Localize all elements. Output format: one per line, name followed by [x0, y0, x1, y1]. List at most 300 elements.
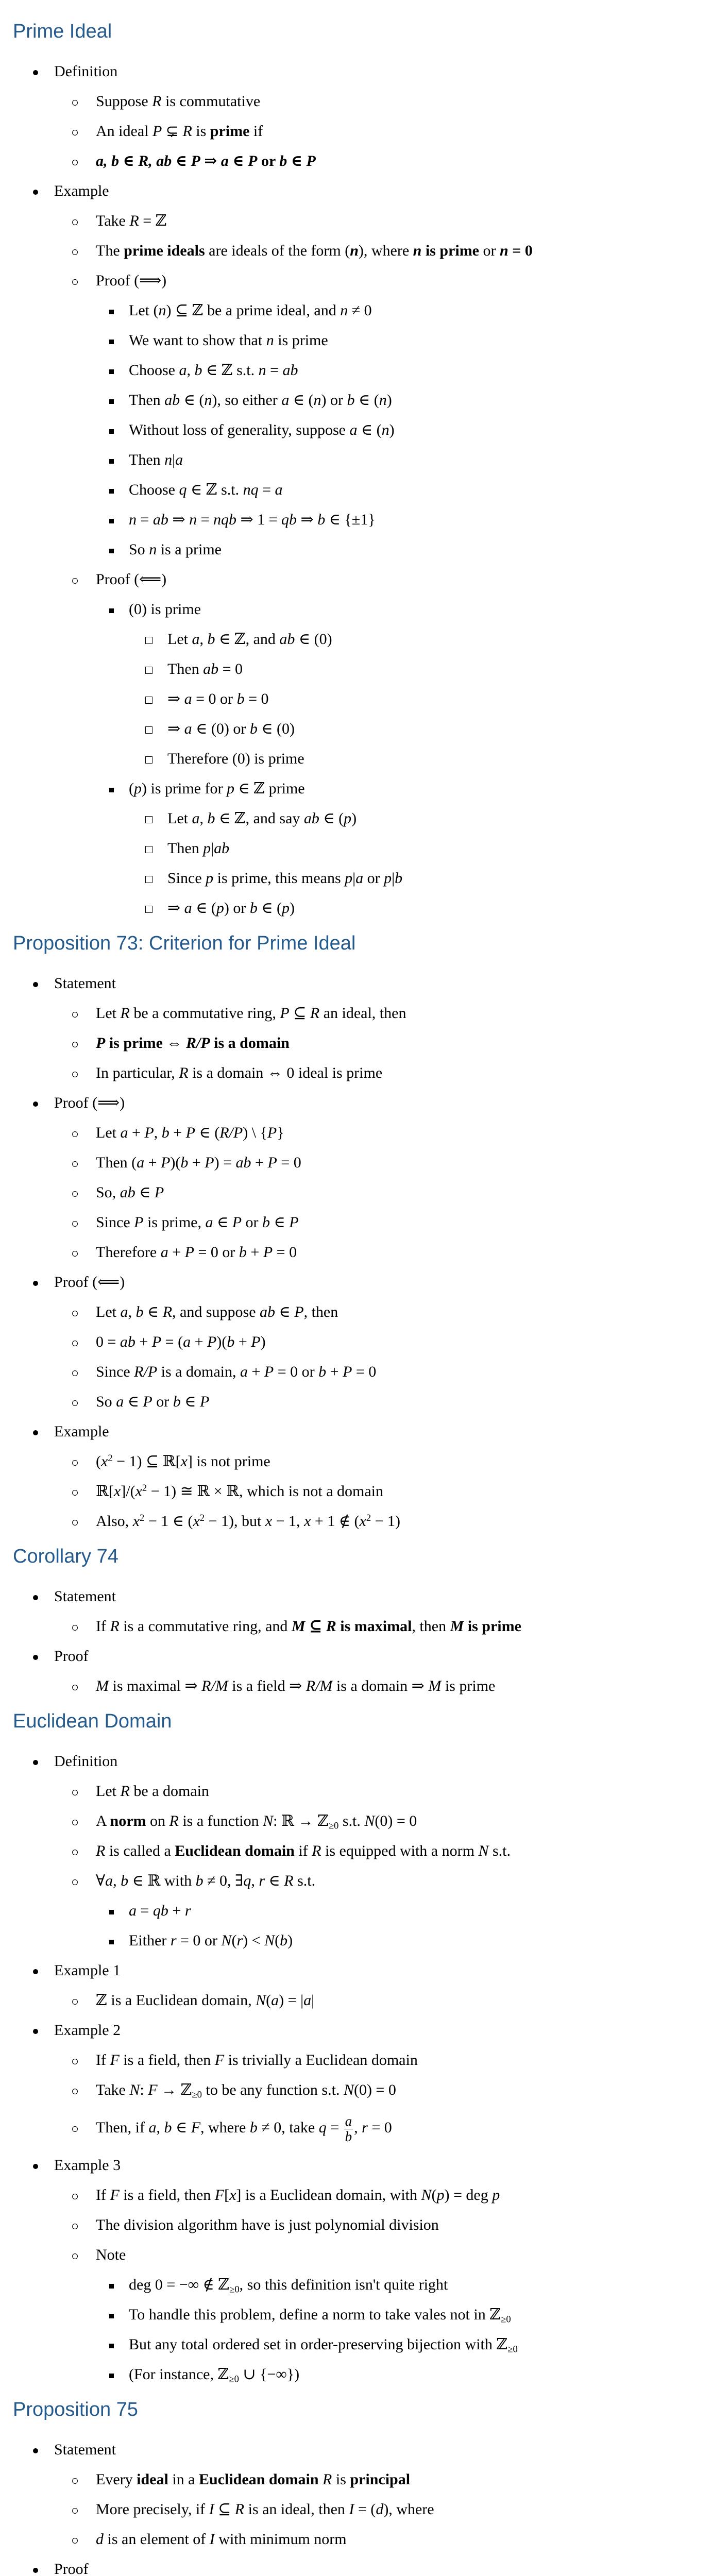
list-item-text: [167, 804, 357, 834]
text-run: x: [135, 1483, 142, 1500]
text-run: R/M: [306, 1677, 333, 1694]
list-item-level-3: [0, 2270, 712, 2300]
text-run: R: [162, 1303, 173, 1320]
text-run: M: [450, 1618, 464, 1635]
text-run: ∈ (: [357, 421, 382, 438]
text-run: − 1) ⊆ ℝ[: [112, 1453, 181, 1470]
disc-bullet-icon: [33, 1088, 38, 1118]
text-run: , then: [412, 1618, 450, 1635]
text-run: ∈: [213, 1214, 232, 1231]
text-run: , so this definition isn't quite right: [239, 2276, 448, 2293]
text-run: x: [180, 1453, 188, 1470]
text-run: ab: [279, 631, 295, 648]
text-run: Choose: [129, 362, 179, 379]
text-run: is prime: [274, 332, 328, 349]
text-run: :: [140, 2081, 148, 2098]
text-run: [319, 2471, 323, 2488]
text-run: ab: [120, 1333, 135, 1350]
text-run: in a: [168, 2471, 199, 2488]
text-run: ⊆: [214, 2501, 235, 2518]
text-run: 0 =: [96, 1333, 120, 1350]
text-run: Euclidean domain: [175, 1842, 295, 1859]
text-run: n: [129, 511, 137, 528]
text-run: is prime,: [143, 1214, 206, 1231]
text-run: R, ab: [138, 152, 172, 170]
list-item-level-4: [0, 684, 712, 714]
list-item-text: [54, 1267, 125, 1297]
text-run: R: [234, 2501, 245, 2518]
text-run: ab: [235, 1154, 251, 1171]
text-run: R/P: [219, 1124, 243, 1141]
text-run: ∈ (0): [295, 631, 332, 648]
text-run: n: [500, 242, 508, 259]
text-run: is prime: [464, 1618, 521, 1635]
text-run: n: [149, 541, 157, 558]
text-run: If: [96, 1618, 110, 1635]
text-run: P: [207, 1333, 217, 1350]
circle-bullet-icon: [72, 2180, 78, 2210]
text-run: ⇒: [167, 900, 184, 917]
text-run: Note: [96, 2246, 126, 2263]
text-run: ℤ is a Euclidean domain,: [96, 1992, 256, 2009]
text-run: are ideals of the form (: [205, 242, 350, 259]
text-run: Example 2: [54, 2022, 121, 2039]
list-item-text: [96, 2210, 439, 2240]
list-item-text: [54, 1417, 109, 1447]
text-run: ,: [156, 2119, 164, 2136]
square-bullet-icon: [109, 445, 114, 475]
circle-bullet-icon: [72, 1208, 78, 1238]
text-run: ∈ ℤ, and say: [215, 810, 304, 827]
list-item-text: [129, 2270, 448, 2300]
text-run: is a domain: [210, 1035, 290, 1052]
list-item-text: [54, 1582, 116, 1612]
text-run: Proof (⟹): [96, 272, 167, 289]
square-bullet-icon: [109, 1896, 114, 1926]
text-run: |: [392, 870, 395, 887]
list-item-text: [96, 1058, 382, 1088]
text-run: (: [431, 2187, 437, 2204]
text-run: P: [263, 1244, 273, 1261]
text-run: In particular,: [96, 1064, 179, 1081]
text-run: ab: [282, 362, 298, 379]
list-item-text: [129, 355, 298, 385]
text-run: p: [492, 2187, 500, 2204]
text-run: P: [267, 1124, 277, 1141]
text-run: ) <: [243, 1932, 265, 1949]
text-run: Proof: [54, 1648, 89, 1665]
disc-bullet-icon: [33, 176, 38, 206]
text-run: Every: [96, 2471, 137, 2488]
list-item-text: [96, 1986, 314, 2015]
text-run: − 1): [371, 1513, 401, 1530]
text-run: ∈: [172, 2119, 191, 2136]
text-run: P: [154, 1184, 164, 1201]
text-run: ∈: [180, 1393, 200, 1410]
list-item-text: [129, 385, 392, 415]
disc-bullet-icon: [33, 1641, 38, 1671]
text-run: ∈ (: [192, 900, 216, 917]
circle-bullet-icon: [72, 1178, 78, 1208]
text-run: b: [239, 1244, 247, 1261]
text-run: be a domain: [129, 1783, 209, 1800]
list-item-level-2: [0, 1357, 712, 1387]
text-run: a: [116, 1393, 124, 1410]
circle-bullet-icon: [72, 266, 78, 296]
list-item-level-2: [0, 1866, 712, 1896]
text-run: = 0 or: [274, 1363, 319, 1380]
text-run: Definition: [54, 1753, 118, 1770]
text-run: r: [236, 1932, 243, 1949]
text-run: x: [265, 1513, 273, 1530]
text-run: prime ideals: [124, 242, 205, 259]
list-item-level-2: [0, 146, 712, 176]
list-item-level-3: [0, 385, 712, 415]
text-run: ab: [214, 840, 230, 857]
text-run: a: [355, 870, 364, 887]
text-run: be a commutative ring,: [129, 1005, 280, 1022]
text-run: = 0: [367, 2119, 392, 2136]
square-bullet-icon: [109, 326, 114, 355]
text-run: p: [226, 780, 234, 797]
text-run: Therefore (0) is prime: [167, 750, 304, 767]
text-run: b: [249, 900, 258, 917]
text-run: a: [148, 2119, 157, 2136]
text-run: A: [96, 1812, 110, 1829]
text-run: ∈ ℤ s.t.: [202, 362, 259, 379]
text-run: if: [249, 123, 263, 140]
list-item-text: [54, 1956, 121, 1986]
list-item-text: [96, 1327, 266, 1357]
list-item-level-1: [0, 2435, 712, 2465]
text-run: ≥0: [229, 2374, 239, 2385]
square-bullet-icon: [109, 595, 114, 624]
text-run: ]/(: [121, 1483, 135, 1500]
list-item-level-3: [0, 2300, 712, 2330]
text-run: n: [158, 302, 166, 319]
list-item-text: [96, 565, 166, 595]
text-run: q: [243, 1872, 251, 1889]
disc-bullet-icon: [33, 2435, 38, 2465]
text-run: + 1 ∉ (: [311, 1513, 360, 1530]
text-run: Let: [167, 810, 192, 827]
text-run: Then: [129, 451, 165, 468]
list-item-level-2: [0, 116, 712, 146]
section-heading: Corollary 74: [13, 1546, 118, 1567]
text-run: principal: [350, 2471, 411, 2488]
circle-bullet-icon: [72, 1148, 78, 1178]
text-run: R/P: [134, 1363, 158, 1380]
text-run: 2: [199, 1512, 205, 1523]
hollow-square-bullet-icon: [145, 834, 152, 863]
list-item-level-4: [0, 714, 712, 744]
text-run: p: [203, 840, 211, 857]
text-run: Take: [96, 212, 130, 229]
text-run: ): [351, 810, 357, 827]
text-run: b: [173, 1393, 181, 1410]
text-run: R: [310, 1005, 320, 1022]
text-run: on: [146, 1812, 169, 1829]
square-bullet-icon: [109, 385, 114, 415]
list-item-level-1: [0, 1417, 712, 1447]
list-item-text: [129, 326, 328, 355]
list-item-level-1: [0, 57, 712, 87]
disc-bullet-icon: [33, 1417, 38, 1447]
text-run: a: [275, 481, 283, 498]
text-run: Suppose: [96, 93, 152, 110]
list-item-level-3: [0, 505, 712, 535]
list-item-text: [96, 2105, 392, 2150]
text-run: Since: [96, 1363, 134, 1380]
text-run: So: [96, 1393, 116, 1410]
list-item-text: [54, 2554, 89, 2576]
text-run: N: [221, 1932, 232, 1949]
disc-bullet-icon: [33, 1267, 38, 1297]
text-run: b: [180, 1154, 189, 1171]
hollow-square-bullet-icon: [145, 863, 152, 893]
list-item-level-2: [0, 1028, 712, 1058]
text-run: a: [271, 1992, 279, 2009]
text-run: n: [258, 362, 266, 379]
text-run: d: [376, 2501, 384, 2518]
text-run: R: [120, 1783, 130, 1800]
text-run: b: [262, 1214, 270, 1231]
text-run: Let: [96, 1783, 121, 1800]
list-item-text: [167, 893, 295, 923]
hollow-square-bullet-icon: [145, 654, 152, 684]
text-run: Since: [96, 1214, 134, 1231]
circle-bullet-icon: [72, 2465, 78, 2495]
text-run: s.t.: [293, 1872, 316, 1889]
text-run: − 1), but: [205, 1513, 265, 1530]
text-run: 2: [108, 1452, 113, 1464]
list-item-text: [129, 2300, 511, 2330]
list-item-text: [54, 1747, 117, 1776]
text-run: F: [110, 2187, 120, 2204]
disc-bullet-icon: [33, 57, 38, 87]
list-item-text: [129, 2330, 518, 2360]
list-item-level-3: [0, 774, 712, 804]
text-run: = 0: [273, 1244, 297, 1261]
list-item-text: [54, 1641, 89, 1671]
text-run: (: [275, 1932, 280, 1949]
text-run: ): [386, 392, 392, 409]
text-run: or: [363, 870, 384, 887]
text-run: = 0: [277, 1154, 301, 1171]
text-run: a: [120, 1303, 128, 1320]
text-run: (0) = 0: [353, 2081, 396, 2098]
text-run: ∈: [135, 1184, 155, 1201]
list-item-text: [54, 2150, 121, 2180]
hollow-square-bullet-icon: [145, 624, 152, 654]
text-run: P: [96, 1035, 106, 1052]
text-run: I: [209, 2501, 214, 2518]
text-run: Let: [96, 1303, 121, 1320]
text-run: q: [318, 2119, 327, 2136]
list-item-text: [96, 1387, 209, 1417]
text-run: n: [313, 392, 321, 409]
text-run: a: [129, 1902, 137, 1919]
list-item-text: [167, 744, 304, 774]
text-run: deg 0 = −∞ ∉ ℤ: [129, 2276, 230, 2293]
list-item-level-1: [0, 1956, 712, 1986]
text-run: Then, if: [96, 2119, 149, 2136]
list-item-text: [167, 714, 295, 744]
text-run: ) or: [321, 392, 347, 409]
text-run: a: [120, 1124, 128, 1141]
text-run: = 0 or: [192, 690, 237, 707]
list-item-level-2: [0, 1806, 712, 1836]
list-item-level-2: [0, 1387, 712, 1417]
square-bullet-icon: [109, 774, 114, 804]
square-bullet-icon: [109, 2360, 114, 2389]
list-item-level-2: [0, 1477, 712, 1506]
text-run: a: [349, 421, 358, 438]
text-run: |: [311, 1992, 315, 2009]
text-run: , then: [303, 1303, 338, 1320]
text-run: N: [256, 1992, 266, 2009]
text-run: an ideal, then: [319, 1005, 406, 1022]
text-run: ∈ ℤ, and: [215, 631, 280, 648]
text-run: b: [279, 152, 287, 170]
text-run: prime: [210, 123, 250, 140]
list-item-level-2: [0, 1986, 712, 2015]
text-run: If: [96, 2052, 110, 2069]
text-run: ) = |: [279, 1992, 304, 2009]
text-run: b: [236, 690, 245, 707]
hollow-square-bullet-icon: [145, 714, 152, 744]
list-item-level-2: [0, 1297, 712, 1327]
list-item-text: [129, 445, 183, 475]
list-item-level-4: [0, 624, 712, 654]
text-run: = (: [354, 2501, 376, 2518]
text-run: R/M: [201, 1677, 228, 1694]
list-item-level-2: [0, 1671, 712, 1701]
list-item-text: [96, 1806, 417, 1836]
fraction: [344, 2114, 353, 2144]
text-run: ⇒: [168, 511, 190, 528]
text-run: More precisely, if: [96, 2501, 209, 2518]
text-run: is prime: [421, 242, 479, 259]
disc-bullet-icon: [33, 2015, 38, 2045]
text-run: a: [345, 2113, 352, 2129]
text-run: ) \ {: [243, 1124, 267, 1141]
list-item-text: [167, 624, 332, 654]
text-run: +: [246, 1244, 263, 1261]
text-run: with minimum norm: [214, 2531, 347, 2548]
list-item-level-1: [0, 2554, 712, 2576]
circle-bullet-icon: [72, 2045, 78, 2075]
text-run: = (: [161, 1333, 183, 1350]
list-item-text: [96, 2075, 396, 2105]
text-run: or: [257, 152, 280, 170]
text-run: ∈ (: [354, 392, 379, 409]
list-item-level-3: [0, 326, 712, 355]
square-bullet-icon: [109, 296, 114, 326]
text-run: a: [175, 451, 183, 468]
list-item-text: [129, 774, 305, 804]
text-run: ,: [251, 1872, 259, 1889]
text-run: is prime, this means: [213, 870, 345, 887]
text-run: Proof: [54, 2561, 89, 2576]
disc-bullet-icon: [33, 1582, 38, 1612]
list-item-level-3: [0, 2330, 712, 2360]
section-heading: Prime Ideal: [13, 21, 112, 42]
list-item-level-1: [0, 2150, 712, 2180]
text-run: ∈ {±1}: [325, 511, 376, 528]
text-run: b: [195, 1872, 204, 1889]
list-item-level-2: [0, 266, 712, 296]
text-run: qb: [281, 511, 297, 528]
list-item-text: [96, 2495, 434, 2524]
list-item-level-2: [0, 1238, 712, 1267]
circle-bullet-icon: [72, 1387, 78, 1417]
list-item-level-2: [0, 2075, 712, 2105]
text-run: P: [184, 1244, 194, 1261]
text-run: is called a: [105, 1842, 175, 1859]
list-item-level-2: [0, 2495, 712, 2524]
list-item-text: [167, 863, 402, 893]
list-item-text: [54, 1088, 125, 1118]
text-run: P: [144, 1124, 154, 1141]
list-item-level-2: [0, 1178, 712, 1208]
text-run: =: [137, 511, 153, 528]
text-run: , where: [200, 2119, 250, 2136]
text-run: q: [179, 481, 187, 498]
list-item-text: [96, 87, 260, 116]
text-run: P: [232, 1214, 242, 1231]
text-run: F: [214, 2052, 225, 2069]
text-run: x: [304, 1513, 311, 1530]
square-bullet-icon: [109, 505, 114, 535]
text-run: +: [128, 1124, 145, 1141]
text-run: ∈: [124, 1393, 143, 1410]
text-run: (For instance, ℤ: [129, 2366, 229, 2383]
text-run: Then: [167, 840, 204, 857]
circle-bullet-icon: [72, 206, 78, 236]
text-run: ∈: [287, 152, 307, 170]
text-run: R: [179, 1064, 189, 1081]
text-run: n: [204, 392, 212, 409]
text-run: p: [384, 870, 392, 887]
circle-bullet-icon: [72, 1447, 78, 1477]
text-run: b: [194, 362, 202, 379]
circle-bullet-icon: [72, 2240, 78, 2270]
list-item-text: [54, 176, 109, 206]
text-run: is prime: [441, 1677, 496, 1694]
list-item-level-2: [0, 2240, 712, 2270]
text-run: n: [164, 451, 173, 468]
text-run: ∈: [265, 1872, 284, 1889]
text-run: Example: [54, 1423, 109, 1440]
text-run: or: [479, 242, 500, 259]
text-run: Let: [96, 1005, 121, 1022]
circle-bullet-icon: [72, 1866, 78, 1896]
text-run: is equipped with a norm: [321, 1842, 479, 1859]
text-run: ,: [199, 810, 208, 827]
text-run: , and suppose: [172, 1303, 260, 1320]
list-item-level-3: [0, 415, 712, 445]
text-run: or: [242, 1214, 263, 1231]
text-run: ∈ (: [319, 810, 344, 827]
list-item-text: [54, 969, 116, 998]
text-run: a: [137, 1154, 145, 1171]
list-item-text: [54, 2015, 121, 2045]
text-run: R/P: [185, 1035, 210, 1052]
text-run: If: [96, 2187, 110, 2204]
text-run: r: [362, 2119, 368, 2136]
text-run: R: [110, 1618, 120, 1635]
